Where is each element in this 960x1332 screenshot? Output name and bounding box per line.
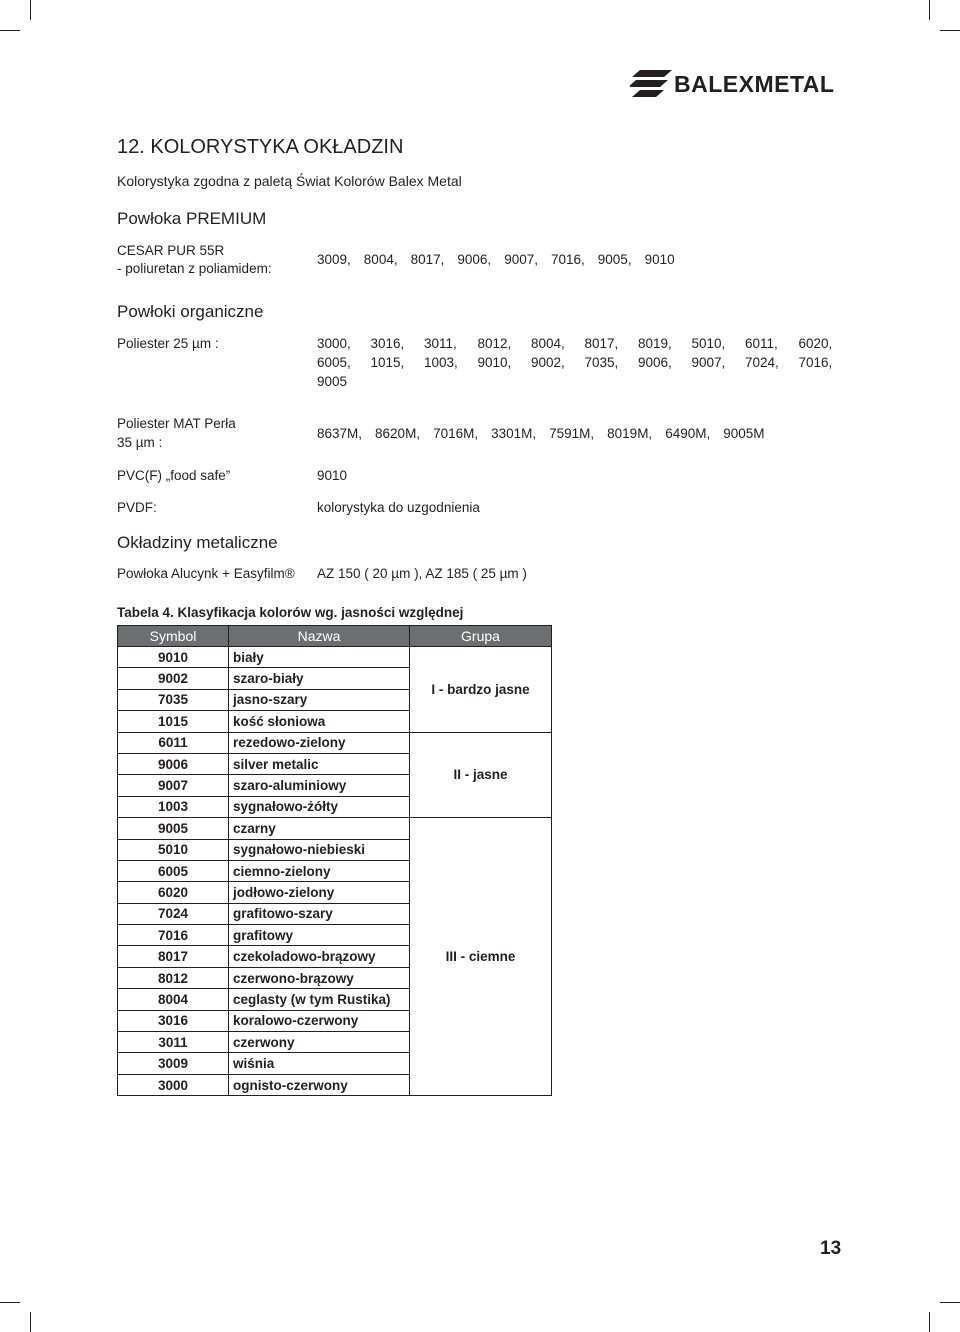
mat-codes xyxy=(317,426,778,441)
color-code: 7016, xyxy=(550,252,585,267)
symbol-cell: 3009 xyxy=(118,1053,229,1074)
name-cell: rezedowo-zielony xyxy=(229,732,410,753)
logo-mark-icon xyxy=(630,70,672,98)
symbol-cell: 9007 xyxy=(118,775,229,796)
color-code: 3016, xyxy=(370,336,405,351)
name-cell: kość słoniowa xyxy=(229,711,410,732)
poliester-label: Poliester 25 µm : xyxy=(117,336,219,351)
crop-mark xyxy=(929,0,930,20)
crop-mark xyxy=(30,0,31,20)
name-cell: czarny xyxy=(229,818,410,839)
color-code: 9005M xyxy=(723,426,765,441)
table-row xyxy=(118,732,552,753)
color-code: 9005, xyxy=(597,252,632,267)
color-code: 8017, xyxy=(584,336,619,351)
name-cell: czerwony xyxy=(229,1032,410,1053)
color-code: 8620M, xyxy=(375,426,421,441)
color-code: 8004, xyxy=(531,336,565,351)
symbol-cell: 1015 xyxy=(118,711,229,732)
group-cell: I - bardzo jasne xyxy=(410,647,552,733)
symbol-cell: 8012 xyxy=(118,967,229,988)
table-row xyxy=(118,818,552,839)
pvdf-value: kolorystyka do uzgodnienia xyxy=(317,500,480,515)
name-cell: jodłowo-zielony xyxy=(229,882,410,903)
color-code: 5010, xyxy=(691,336,726,351)
organic-heading: Powłoki organiczne xyxy=(117,302,264,321)
color-code: 7591M, xyxy=(549,426,595,441)
color-code: 7016, xyxy=(798,355,833,370)
premium-label-line1: CESAR PUR 55R xyxy=(117,243,225,258)
color-code: 8637M, xyxy=(317,426,363,441)
table-row xyxy=(118,647,552,668)
color-code: 3301M, xyxy=(491,426,537,441)
name-cell: sygnałowo-żółty xyxy=(229,796,410,817)
symbol-cell: 8004 xyxy=(118,989,229,1010)
symbol-cell: 6005 xyxy=(118,860,229,881)
page-number: 13 xyxy=(820,1238,842,1259)
poliester-codes xyxy=(317,336,852,389)
color-code: 1003, xyxy=(424,355,458,370)
color-code: 7016M, xyxy=(433,426,479,441)
name-cell: czerwono-brązowy xyxy=(229,967,410,988)
symbol-cell: 6011 xyxy=(118,732,229,753)
page-title: 12. KOLORYSTYKA OKŁADZIN xyxy=(117,136,404,158)
color-code: 9006, xyxy=(638,355,672,370)
symbol-cell: 7035 xyxy=(118,689,229,710)
metallic-value: AZ 150 ( 20 µm ), AZ 185 ( 25 µm ) xyxy=(317,566,527,581)
group-cell: II - jasne xyxy=(410,732,552,818)
color-code: 8004, xyxy=(363,252,398,267)
premium-heading: Powłoka PREMIUM xyxy=(117,209,267,228)
name-cell: grafitowo-szary xyxy=(229,903,410,924)
symbol-cell: 7016 xyxy=(118,925,229,946)
color-code: 7035, xyxy=(584,355,619,370)
color-code: 9002, xyxy=(531,355,565,370)
color-code: 8017, xyxy=(410,252,445,267)
symbol-cell: 8017 xyxy=(118,946,229,967)
name-cell: biały xyxy=(229,647,410,668)
color-code: 3000, xyxy=(317,336,351,351)
color-code: 9007, xyxy=(504,252,538,267)
crop-mark xyxy=(0,30,20,31)
column-header-group: Grupa xyxy=(410,626,552,647)
symbol-cell: 5010 xyxy=(118,839,229,860)
symbol-cell: 3016 xyxy=(118,1010,229,1031)
symbol-cell: 3011 xyxy=(118,1032,229,1053)
group-cell: III - ciemne xyxy=(410,818,552,1096)
page-subtitle: Kolorystyka zgodna z paletą Świat Kolorów Balex Metal xyxy=(117,173,462,189)
name-cell: koralowo-czerwony xyxy=(229,1010,410,1031)
crop-mark xyxy=(0,1302,20,1303)
color-code: 1015, xyxy=(370,355,405,370)
pvc-label: PVC(F) „food safe” xyxy=(117,468,231,483)
premium-label-line2: - poliuretan z poliamidem: xyxy=(117,261,272,276)
symbol-cell: 7024 xyxy=(118,903,229,924)
name-cell: wiśnia xyxy=(229,1053,410,1074)
color-code: 6490M, xyxy=(665,426,711,441)
mat-label-line1: Poliester MAT Perła xyxy=(117,416,236,431)
color-code: 8019M, xyxy=(607,426,653,441)
brand-logo xyxy=(630,70,845,100)
metallic-label: Powłoka Alucynk + Easyfilm® xyxy=(117,566,295,581)
color-code: 6020, xyxy=(798,336,833,351)
symbol-cell: 6020 xyxy=(118,882,229,903)
name-cell: ceglasty (w tym Rustika) xyxy=(229,989,410,1010)
color-code: 8019, xyxy=(638,336,672,351)
column-header-name: Nazwa xyxy=(229,626,410,647)
color-code: 8012, xyxy=(477,336,512,351)
name-cell: silver metalic xyxy=(229,753,410,774)
color-code: 3011, xyxy=(424,336,457,351)
name-cell: czekoladowo-brązowy xyxy=(229,946,410,967)
color-code: 9010 xyxy=(644,252,675,267)
name-cell: ciemno-zielony xyxy=(229,860,410,881)
color-code: 9005 xyxy=(317,374,348,389)
color-code: 9010, xyxy=(477,355,512,370)
symbol-cell: 1003 xyxy=(118,796,229,817)
name-cell: ognisto-czerwony xyxy=(229,1074,410,1095)
pvdf-label: PVDF: xyxy=(117,500,157,515)
color-code: 6011, xyxy=(745,336,778,351)
symbol-cell: 9005 xyxy=(118,818,229,839)
color-code: 9007, xyxy=(691,355,726,370)
name-cell: szaro-biały xyxy=(229,668,410,689)
column-header-symbol: Symbol xyxy=(118,626,229,647)
pvc-value: 9010 xyxy=(317,468,348,483)
symbol-cell: 9010 xyxy=(118,647,229,668)
mat-label-line2: 35 µm : xyxy=(117,435,163,450)
color-code: 9006, xyxy=(457,252,492,267)
crop-mark xyxy=(30,1312,31,1332)
name-cell: grafitowy xyxy=(229,925,410,946)
brand-name: BALEXMETAL xyxy=(674,71,835,97)
symbol-cell: 3000 xyxy=(118,1074,229,1095)
symbol-cell: 9006 xyxy=(118,753,229,774)
premium-codes xyxy=(317,252,688,267)
table-header-row xyxy=(118,626,552,647)
color-code: 3009, xyxy=(317,252,351,267)
table-caption: Tabela 4. Klasyfikacja kolorów wg. jasności względnej xyxy=(117,605,464,620)
name-cell: szaro-aluminiowy xyxy=(229,775,410,796)
metallic-heading: Okładziny metaliczne xyxy=(117,533,278,552)
name-cell: sygnałowo-niebieski xyxy=(229,839,410,860)
name-cell: jasno-szary xyxy=(229,689,410,710)
crop-mark xyxy=(929,1312,930,1332)
color-code: 6005, xyxy=(317,355,351,370)
color-classification-table xyxy=(117,625,552,1096)
symbol-cell: 9002 xyxy=(118,668,229,689)
crop-mark xyxy=(940,1302,960,1303)
color-code: 7024, xyxy=(745,355,779,370)
crop-mark xyxy=(940,30,960,31)
